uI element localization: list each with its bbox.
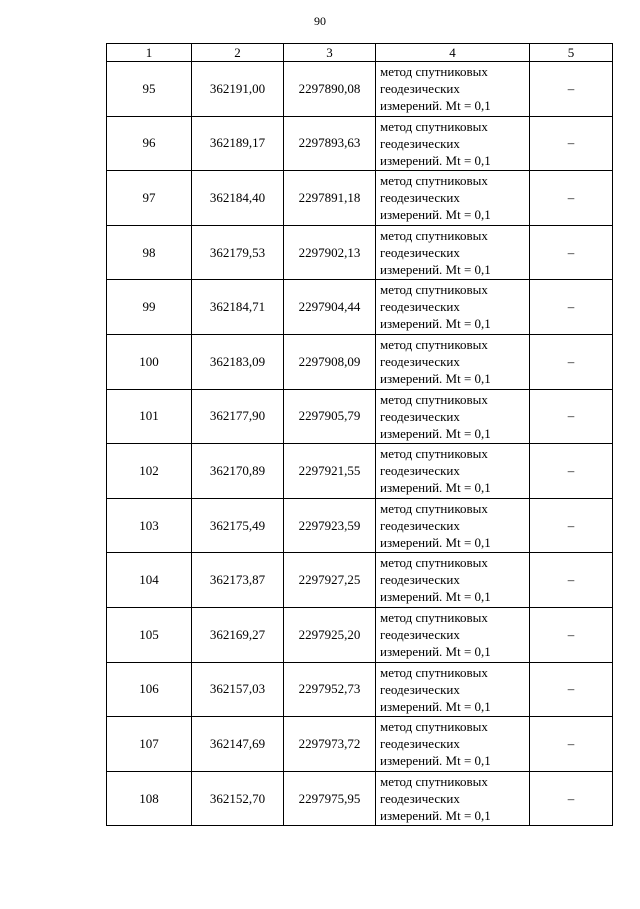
table-row <box>107 607 613 662</box>
y-coordinate-cell: 2297905,79 <box>284 389 376 444</box>
point-number-cell: 97 <box>107 171 192 226</box>
method-cell: метод спутниковых геодезических измерений. Mt = 0,1 <box>376 225 530 280</box>
method-cell: метод спутниковых геодезических измерений. Mt = 0,1 <box>376 171 530 226</box>
method-cell: метод спутниковых геодезических измерений. Mt = 0,1 <box>376 662 530 717</box>
point-number-cell: 106 <box>107 662 192 717</box>
table-row <box>107 116 613 171</box>
note-cell: – <box>530 717 613 772</box>
header-col-3: 3 <box>284 44 376 62</box>
y-coordinate-cell: 2297908,09 <box>284 334 376 389</box>
note-cell: – <box>530 280 613 335</box>
point-number-cell: 95 <box>107 62 192 117</box>
table-row <box>107 444 613 499</box>
x-coordinate-cell: 362189,17 <box>192 116 284 171</box>
point-number-cell: 102 <box>107 444 192 499</box>
note-cell: – <box>530 334 613 389</box>
note-cell: – <box>530 444 613 499</box>
table-row <box>107 662 613 717</box>
table-row <box>107 553 613 608</box>
method-cell: метод спутниковых геодезических измерений. Mt = 0,1 <box>376 280 530 335</box>
point-number-cell: 99 <box>107 280 192 335</box>
x-coordinate-cell: 362173,87 <box>192 553 284 608</box>
x-coordinate-cell: 362183,09 <box>192 334 284 389</box>
x-coordinate-cell: 362179,53 <box>192 225 284 280</box>
y-coordinate-cell: 2297890,08 <box>284 62 376 117</box>
note-cell: – <box>530 607 613 662</box>
table-body <box>107 62 613 826</box>
table-row <box>107 171 613 226</box>
note-cell: – <box>530 225 613 280</box>
table-row <box>107 771 613 826</box>
y-coordinate-cell: 2297952,73 <box>284 662 376 717</box>
note-cell: – <box>530 771 613 826</box>
table-row <box>107 225 613 280</box>
header-col-1: 1 <box>107 44 192 62</box>
method-cell: метод спутниковых геодезических измерений. Mt = 0,1 <box>376 116 530 171</box>
x-coordinate-cell: 362184,71 <box>192 280 284 335</box>
coordinates-table <box>106 43 613 826</box>
y-coordinate-cell: 2297975,95 <box>284 771 376 826</box>
note-cell: – <box>530 498 613 553</box>
table-row <box>107 334 613 389</box>
x-coordinate-cell: 362177,90 <box>192 389 284 444</box>
method-cell: метод спутниковых геодезических измерений. Mt = 0,1 <box>376 717 530 772</box>
y-coordinate-cell: 2297927,25 <box>284 553 376 608</box>
table-header-row <box>107 44 613 62</box>
point-number-cell: 108 <box>107 771 192 826</box>
x-coordinate-cell: 362169,27 <box>192 607 284 662</box>
x-coordinate-cell: 362147,69 <box>192 717 284 772</box>
point-number-cell: 103 <box>107 498 192 553</box>
y-coordinate-cell: 2297923,59 <box>284 498 376 553</box>
method-cell: метод спутниковых геодезических измерений. Mt = 0,1 <box>376 334 530 389</box>
table-row <box>107 498 613 553</box>
y-coordinate-cell: 2297891,18 <box>284 171 376 226</box>
point-number-cell: 104 <box>107 553 192 608</box>
table-row <box>107 280 613 335</box>
y-coordinate-cell: 2297904,44 <box>284 280 376 335</box>
method-cell: метод спутниковых геодезических измерений. Mt = 0,1 <box>376 62 530 117</box>
note-cell: – <box>530 62 613 117</box>
table-row <box>107 717 613 772</box>
x-coordinate-cell: 362157,03 <box>192 662 284 717</box>
method-cell: метод спутниковых геодезических измерений. Mt = 0,1 <box>376 771 530 826</box>
point-number-cell: 107 <box>107 717 192 772</box>
page-number: 90 <box>314 14 326 28</box>
method-cell: метод спутниковых геодезических измерений. Mt = 0,1 <box>376 553 530 608</box>
note-cell: – <box>530 116 613 171</box>
method-cell: метод спутниковых геодезических измерений. Mt = 0,1 <box>376 389 530 444</box>
x-coordinate-cell: 362184,40 <box>192 171 284 226</box>
header-col-5: 5 <box>530 44 613 62</box>
point-number-cell: 98 <box>107 225 192 280</box>
note-cell: – <box>530 553 613 608</box>
note-cell: – <box>530 662 613 717</box>
point-number-cell: 100 <box>107 334 192 389</box>
x-coordinate-cell: 362170,89 <box>192 444 284 499</box>
y-coordinate-cell: 2297902,13 <box>284 225 376 280</box>
header-col-2: 2 <box>192 44 284 62</box>
method-cell: метод спутниковых геодезических измерений. Mt = 0,1 <box>376 607 530 662</box>
x-coordinate-cell: 362191,00 <box>192 62 284 117</box>
point-number-cell: 96 <box>107 116 192 171</box>
x-coordinate-cell: 362175,49 <box>192 498 284 553</box>
x-coordinate-cell: 362152,70 <box>192 771 284 826</box>
table-row <box>107 389 613 444</box>
method-cell: метод спутниковых геодезических измерений. Mt = 0,1 <box>376 498 530 553</box>
point-number-cell: 101 <box>107 389 192 444</box>
point-number-cell: 105 <box>107 607 192 662</box>
header-col-4: 4 <box>376 44 530 62</box>
table-row <box>107 62 613 117</box>
y-coordinate-cell: 2297893,63 <box>284 116 376 171</box>
y-coordinate-cell: 2297925,20 <box>284 607 376 662</box>
y-coordinate-cell: 2297973,72 <box>284 717 376 772</box>
y-coordinate-cell: 2297921,55 <box>284 444 376 499</box>
note-cell: – <box>530 389 613 444</box>
method-cell: метод спутниковых геодезических измерений. Mt = 0,1 <box>376 444 530 499</box>
note-cell: – <box>530 171 613 226</box>
